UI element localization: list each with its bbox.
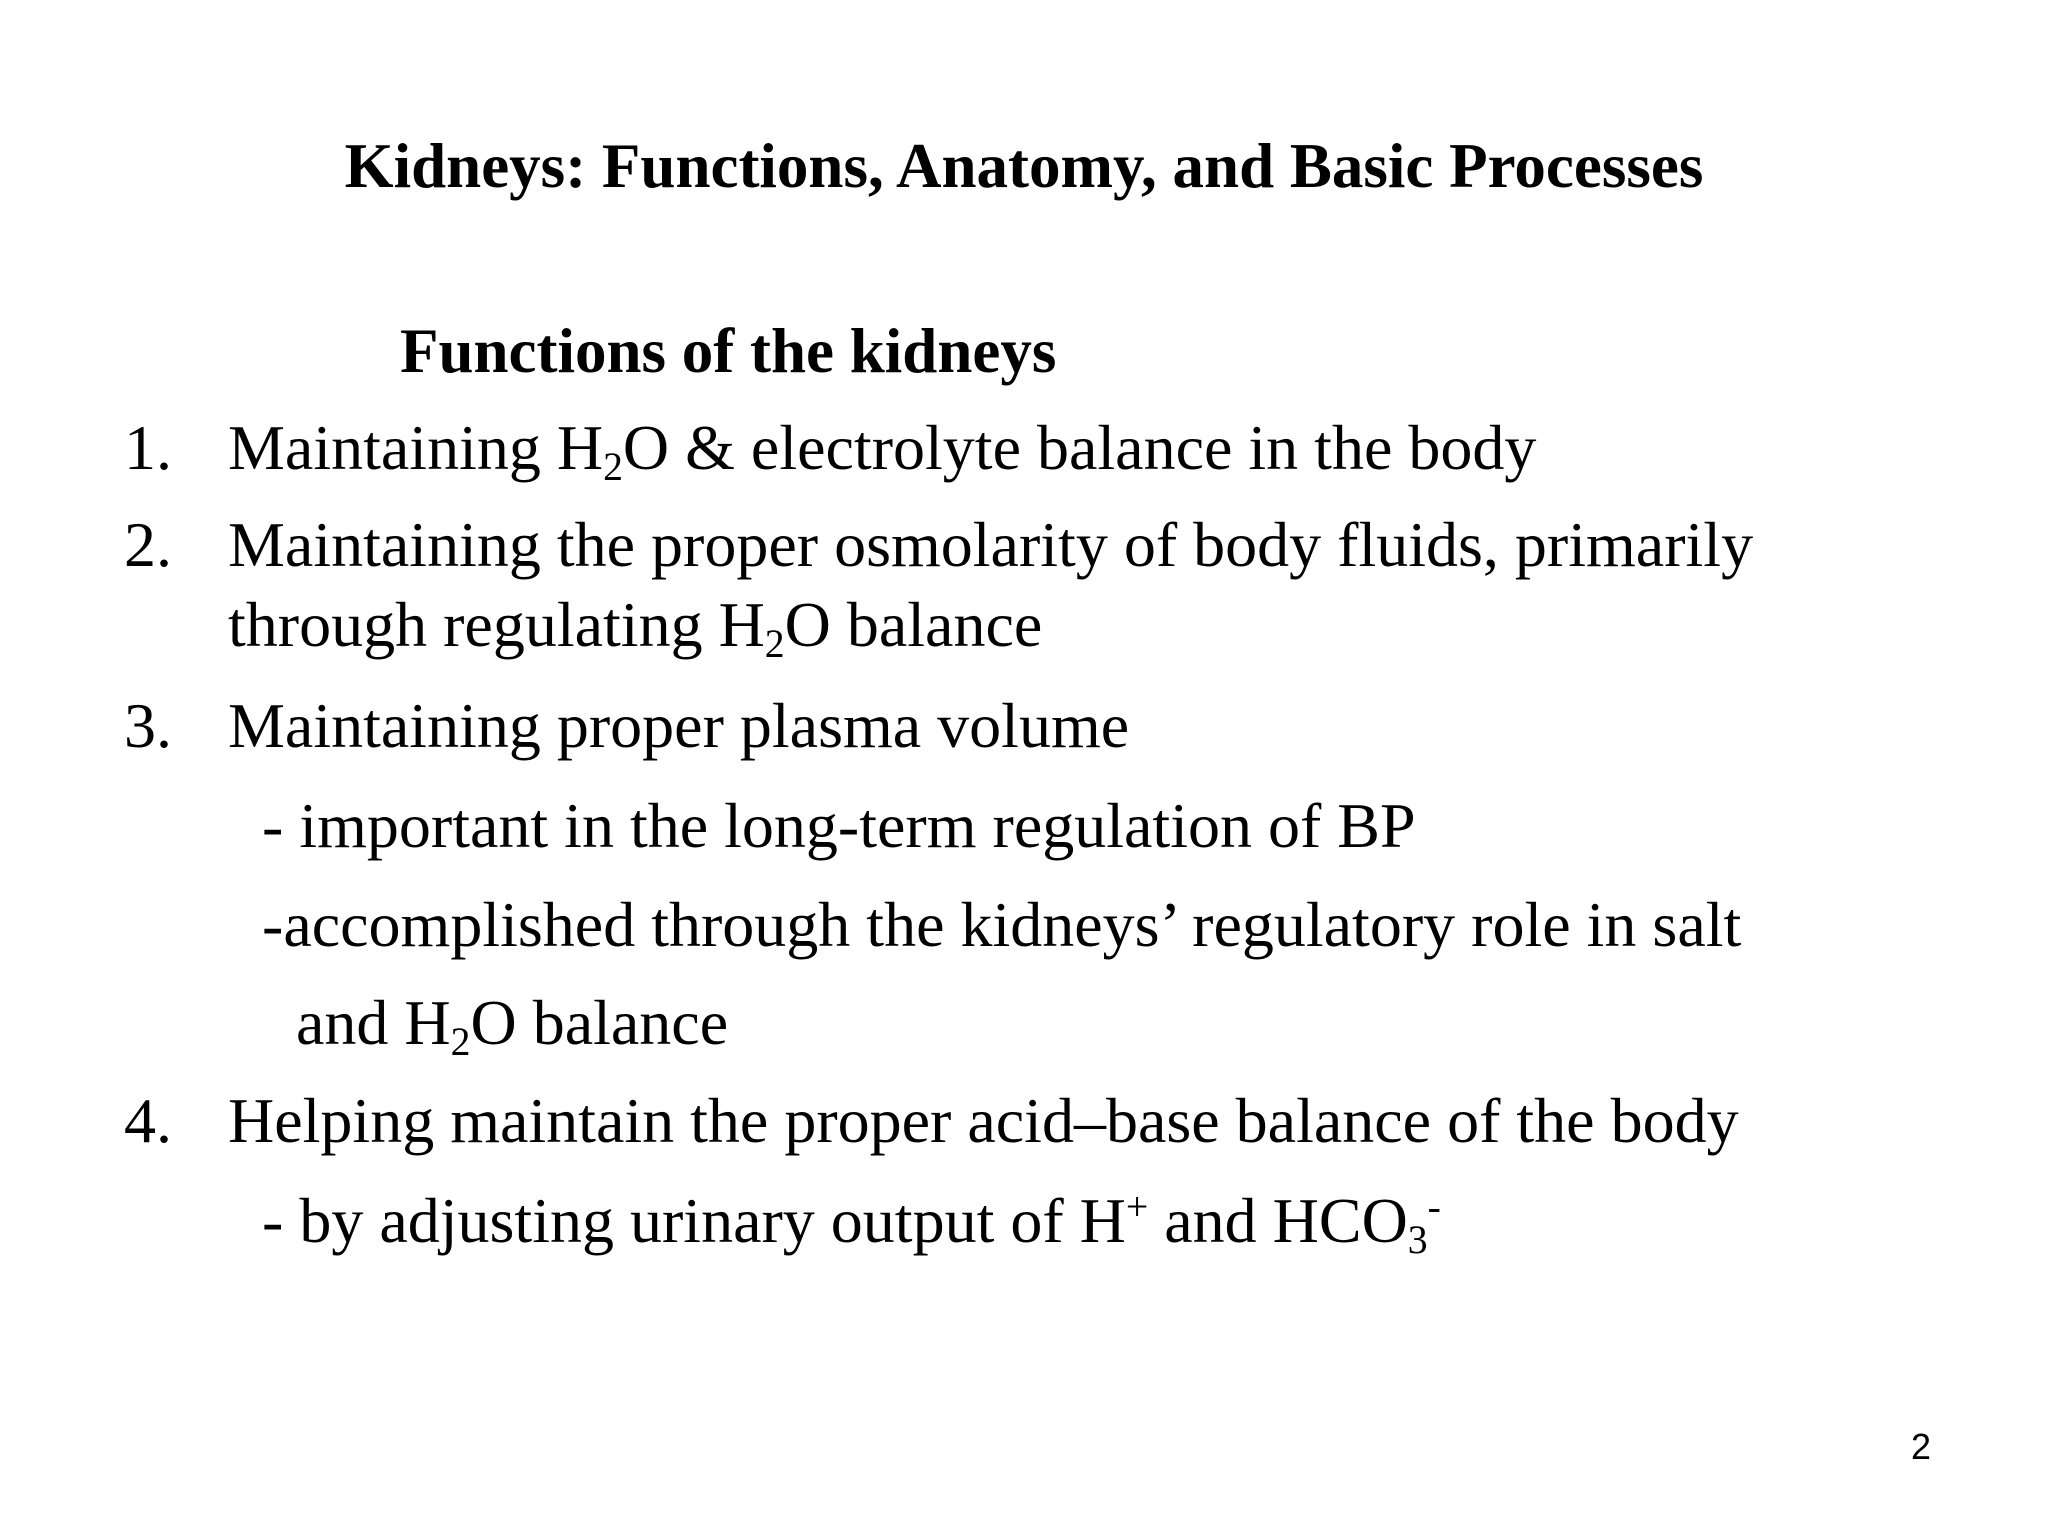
text-fragment: O & electrolyte balance in the body (622, 412, 1537, 483)
text-fragment: - by adjusting urinary output of H (262, 1185, 1126, 1256)
text-fragment: and H (296, 987, 451, 1058)
sub-point-4a (262, 1181, 1441, 1261)
text-fragment: through regulating H (228, 589, 765, 660)
list-number-2: 2. (124, 509, 172, 580)
list-number-3: 3. (124, 690, 172, 761)
subscript: 2 (450, 1020, 471, 1065)
list-item-4: Helping maintain the proper acid–base balance of the body (228, 1085, 1739, 1156)
subscript: 3 (1407, 1218, 1428, 1263)
text-fragment: Maintaining H (228, 412, 604, 483)
slide-title: Kidneys: Functions, Anatomy, and Basic Processes (344, 131, 1704, 201)
subscript: 2 (764, 622, 785, 667)
superscript: + (1125, 1185, 1149, 1230)
subscript: 2 (603, 445, 623, 490)
list-item-1 (228, 408, 1536, 488)
superscript: - (1427, 1185, 1441, 1230)
list-number-1: 1. (124, 412, 172, 483)
text-fragment: O balance (470, 987, 729, 1058)
list-number-4: 4. (124, 1085, 172, 1156)
list-item-3: Maintaining proper plasma volume (228, 690, 1130, 761)
sub-point-3b-continuation (296, 983, 728, 1063)
section-heading: Functions of the kidneys (400, 316, 1057, 386)
sub-point-3a: - important in the long-term regulation of BP (262, 790, 1416, 861)
list-item-2-continuation (228, 585, 1042, 665)
text-fragment: and HCO (1148, 1185, 1408, 1256)
page-number: 2 (1911, 1426, 1932, 1467)
list-item-2: Maintaining the proper osmolarity of body fluids, primarily (228, 509, 1754, 580)
sub-point-3b: -accomplished through the kidneys’ regulatory role in salt (262, 889, 1742, 960)
text-fragment: O balance (784, 589, 1043, 660)
